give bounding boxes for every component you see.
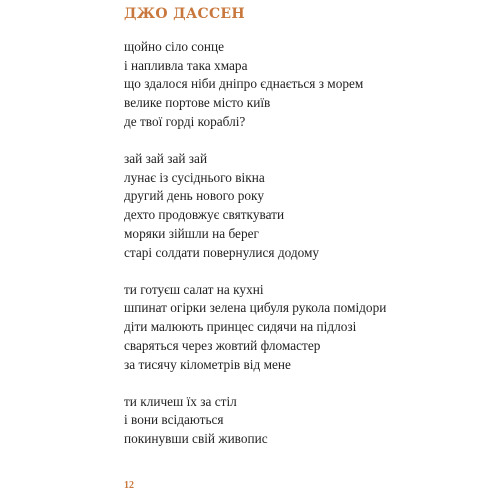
poem-line: за тисячу кілометрів від мене — [124, 356, 291, 372]
stanza-1 — [124, 38, 484, 132]
poem-line: лунає із сусіднього вікна — [124, 169, 265, 185]
poem-line: ти готуєш салат на кухні — [124, 281, 264, 297]
author-heading: ДЖО ДАССЕН — [124, 6, 245, 22]
poem-line: сваряться через жовтий фломастер — [124, 337, 321, 353]
poem-line: дехто продовжує святкувати — [124, 207, 285, 223]
poem-line: діти малюють принцес сидячи на підлозі — [124, 319, 357, 335]
poem-line: зай зай зай зай — [124, 151, 208, 167]
poem-line: другий день нового року — [124, 188, 264, 204]
poem-line: де твої горді кораблі? — [124, 113, 246, 129]
poem-line: моряки зійшли на берег — [124, 225, 259, 241]
poem-line: старі солдати повернулися додому — [124, 244, 320, 260]
poem-line: щойно сіло сонце — [124, 39, 224, 54]
page-number: 12 — [124, 480, 134, 491]
poem-body — [124, 38, 484, 467]
poem-line: і вони всідаються — [124, 412, 224, 428]
stanza-4 — [124, 393, 484, 449]
poem-line: ти кличеш їх за стіл — [124, 393, 237, 409]
poem-line: шпинат огірки зелена цибуля рукола помідори — [124, 300, 387, 316]
stanza-2 — [124, 150, 484, 262]
poem-line: велике портове місто київ — [124, 95, 271, 111]
poem-line: і напливла така хмара — [124, 57, 248, 73]
poem-line: що здалося ніби дніпро єднається з морем — [124, 76, 364, 92]
poem-line: покинувши свій живопис — [124, 431, 268, 447]
stanza-3 — [124, 281, 484, 375]
